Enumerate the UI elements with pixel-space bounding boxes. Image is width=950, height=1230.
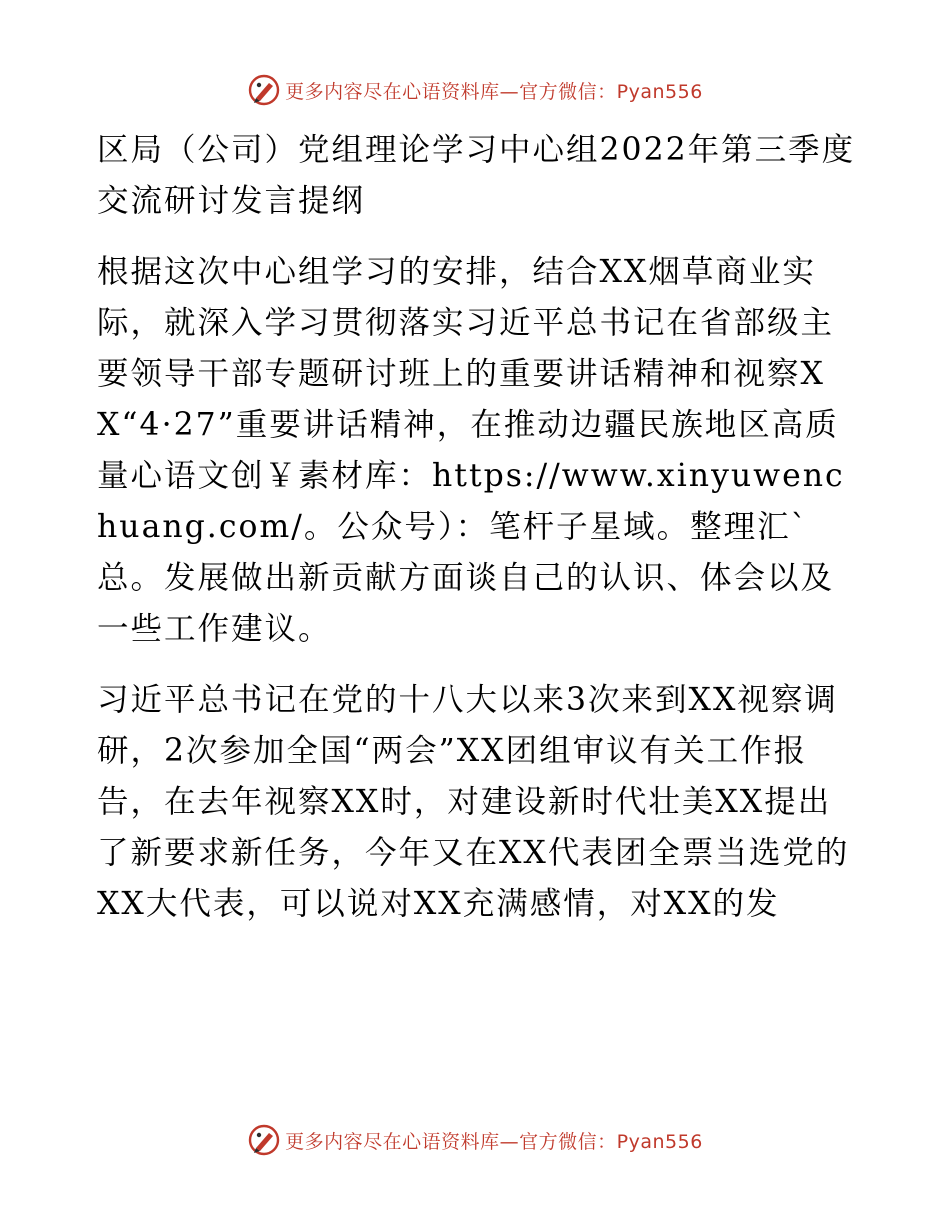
paragraph-2: 习近平总书记在党的十八大以来3次来到XX视察调研，2次参加全国“两会”XX团组审议有关工作报告，在去年视察XX时，对建设新时代壮美XX提出了新要求新任务，今年又在XX代表团全票当选党的XX大代表，可以说对XX充满感情，对XX的发 (97, 682, 850, 922)
header-watermark (0, 70, 950, 110)
document-title: 区局（公司）党组理论学习中心组2022年第三季度交流研讨发言提纲 (97, 132, 856, 219)
document-body (97, 125, 857, 950)
footer-watermark (0, 1120, 950, 1160)
watermark-text: 更多内容尽在心语资料库—官方微信：Pyan556 (285, 1130, 703, 1153)
paragraph-1: 根据这次中心组学习的安排，结合XX烟草商业实际，就深入学习贯彻落实习近平总书记在省部级主要领导干部专题研讨班上的重要讲话精神和视察XX“4·27”重要讲话精神，在推动边疆民族地区高质量心语文创￥素材库：https://www.xinyuwenchuang.com/。公众号）：笔杆子星域。整理汇`总。发展做出新贡献方面谈自己的认识、体会以及一些工作建议。 (97, 254, 845, 647)
pen-circle-logo-icon (247, 1123, 281, 1157)
watermark-text: 更多内容尽在心语资料库—官方微信：Pyan556 (285, 80, 703, 103)
pen-circle-logo-icon (247, 73, 281, 107)
